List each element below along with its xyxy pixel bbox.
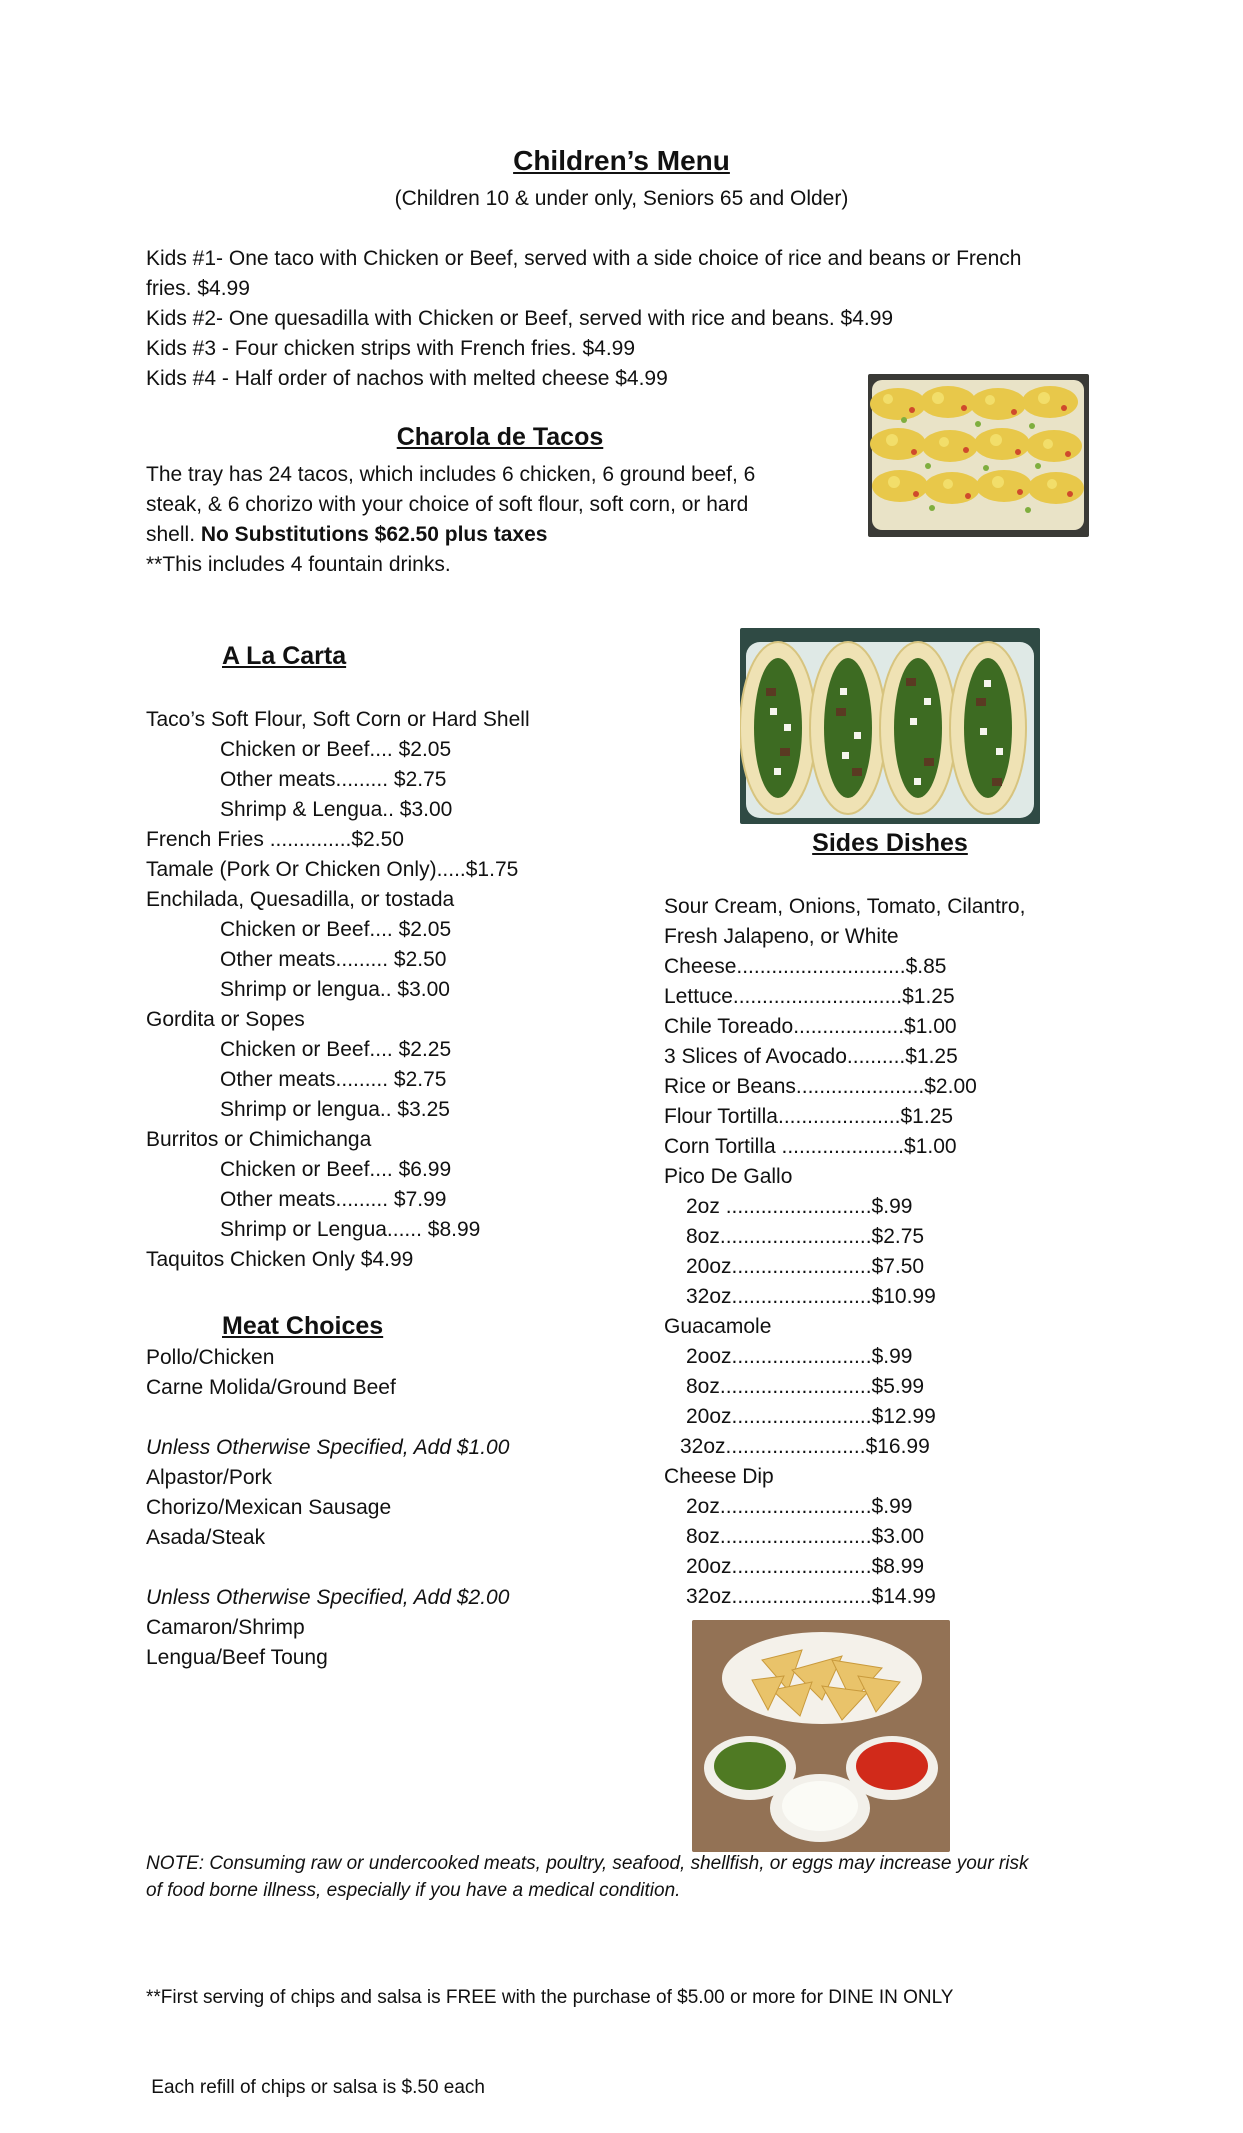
a-la-carta-item: Shrimp or Lengua...... $8.99 [220,1218,481,1241]
a-la-carta-title: A La Carta [222,642,347,670]
sides-dishes-title: Sides Dishes [812,829,968,857]
add-2-note: Unless Otherwise Specified, Add $2.00 [146,1586,510,1609]
meat-choices-list [146,1343,509,1673]
a-la-carta-item: Other meats......... $2.50 [220,948,447,971]
a-la-carta-item: Tamale (Pork Or Chicken Only).....$1.75 [146,858,519,881]
side-dish-item: Cheese Dip [664,1465,774,1488]
side-dish-item: 32oz........................$14.99 [686,1585,936,1608]
chips-salsa-photo [692,1620,950,1852]
meat-shrimp: Camaron/Shrimp [146,1616,305,1639]
chips-salsa-note [146,1923,953,2133]
side-dish-item: 3 Slices of Avocado..........$1.25 [664,1045,958,1068]
meat-ground-beef: Carne Molida/Ground Beef [146,1376,396,1399]
side-dish-item: Cheese.............................$.85 [664,955,947,978]
side-dish-item: 20oz........................$8.99 [686,1555,925,1578]
charola-description [146,460,755,580]
a-la-carta-item: Chicken or Beef.... $6.99 [220,1158,452,1181]
kids-3: Kids #3 - Four chicken strips with French fries. $4.99 [146,337,636,360]
a-la-carta-item: Other meats......... $7.99 [220,1188,447,1211]
a-la-carta-item: Gordita or Sopes [146,1008,305,1031]
food-safety-note [146,1850,1028,1904]
side-dish-item: Pico De Gallo [664,1165,793,1188]
a-la-carta-item: Chicken or Beef.... $2.05 [220,918,452,941]
side-dish-item: 8oz..........................$3.00 [686,1525,925,1548]
food-safety-line-1: NOTE: Consuming raw or undercooked meats, poultry, seafood, shellfish, or eggs may increase your risk [146,1853,1029,1874]
chips-note-line-1: **First serving of chips and salsa is FREE with the purchase of $5.00 or more for DINE IN ONLY [146,1987,954,2008]
charola-line-4: **This includes 4 fountain drinks. [146,553,451,576]
a-la-carta-list [146,705,530,1275]
kids-2: Kids #2- One quesadilla with Chicken or Beef, served with rice and beans. $4.99 [146,307,894,330]
chips-salsa-image [692,1620,950,1852]
side-dish-item: Corn Tortilla .....................$1.00 [664,1135,957,1158]
side-dish-item: 20oz........................$7.50 [686,1255,925,1278]
add-1-note: Unless Otherwise Specified, Add $1.00 [146,1436,510,1459]
charola-line-2: steak, & 6 chorizo with your choice of soft flour, soft corn, or hard [146,493,749,516]
meat-chorizo: Chorizo/Mexican Sausage [146,1496,392,1519]
side-dish-item: 8oz..........................$2.75 [686,1225,925,1248]
side-dish-item: 2ooz........................$.99 [686,1345,913,1368]
meat-spacer-1 [146,1403,509,1433]
childrens-menu-title: Children’s Menu [513,145,730,176]
street-tacos-photo [740,628,1040,824]
charola-line-3 [146,520,755,550]
side-dish-item: 32oz........................$10.99 [686,1285,936,1308]
taco-tray-image [868,374,1089,537]
street-tacos-image [740,628,1040,824]
a-la-carta-item: Chicken or Beef.... $2.05 [220,738,452,761]
a-la-carta-item: Other meats......... $2.75 [220,768,447,791]
charola-line-1: The tray has 24 tacos, which includes 6 chicken, 6 ground beef, 6 [146,463,756,486]
sides-dishes-list [664,892,1025,1612]
meat-spacer-2 [146,1553,509,1583]
side-dish-item: Lettuce.............................$1.25 [664,985,955,1008]
a-la-carta-item: Burritos or Chimichanga [146,1128,372,1151]
kids-4: Kids #4 - Half order of nachos with melted cheese $4.99 [146,367,668,390]
no-substitutions-price: No Substitutions $62.50 plus taxes [200,523,548,546]
side-dish-item: Flour Tortilla.....................$1.25 [664,1105,954,1128]
kids-menu-list [146,244,1021,394]
side-dish-item: 20oz........................$12.99 [686,1405,936,1428]
meat-pork: Alpastor/Pork [146,1466,273,1489]
side-dish-item: Chile Toreado...................$1.00 [664,1015,957,1038]
side-dish-item: 2oz .........................$.99 [686,1195,913,1218]
side-dish-item: Fresh Jalapeno, or White [664,925,899,948]
a-la-carta-item: Shrimp & Lengua.. $3.00 [220,798,453,821]
meat-choices-title: Meat Choices [222,1312,384,1340]
a-la-carta-item: Shrimp or lengua.. $3.00 [220,978,450,1001]
side-dish-item: Sour Cream, Onions, Tomato, Cilantro, [664,895,1026,918]
a-la-carta-item: Taquitos Chicken Only $4.99 [146,1248,414,1271]
childrens-menu-subtitle: (Children 10 & under only, Seniors 65 and Older) [394,187,849,210]
food-safety-line-2: of food borne illness, especially if you have a medical condition. [146,1880,681,1901]
taco-tray-photo [868,374,1089,537]
side-dish-item: 8oz..........................$5.99 [686,1375,925,1398]
meat-tongue: Lengua/Beef Toung [146,1646,328,1669]
side-dish-item: Guacamole [664,1315,772,1338]
a-la-carta-item: Taco’s Soft Flour, Soft Corn or Hard Shell [146,708,530,731]
kids-1-line-b: fries. $4.99 [146,277,250,300]
meat-chicken: Pollo/Chicken [146,1346,275,1369]
charola-title: Charola de Tacos [396,423,604,451]
a-la-carta-item: French Fries ..............$2.50 [146,828,404,851]
charola-line-3-plain: shell. [146,523,201,546]
a-la-carta-item: Chicken or Beef.... $2.25 [220,1038,452,1061]
a-la-carta-item: Other meats......... $2.75 [220,1068,447,1091]
chips-note-line-2: Each refill of chips or salsa is $.50 each [146,2077,486,2098]
a-la-carta-item: Shrimp or lengua.. $3.25 [220,1098,450,1121]
side-dish-item: 32oz........................$16.99 [680,1435,930,1458]
meat-steak: Asada/Steak [146,1526,266,1549]
side-dish-item: Rice or Beans......................$2.00 [664,1075,977,1098]
a-la-carta-item: Enchilada, Quesadilla, or tostada [146,888,455,911]
side-dish-item: 2oz..........................$.99 [686,1495,913,1518]
kids-1-line-a: Kids #1- One taco with Chicken or Beef, served with a side choice of rice and beans or French [146,247,1022,270]
